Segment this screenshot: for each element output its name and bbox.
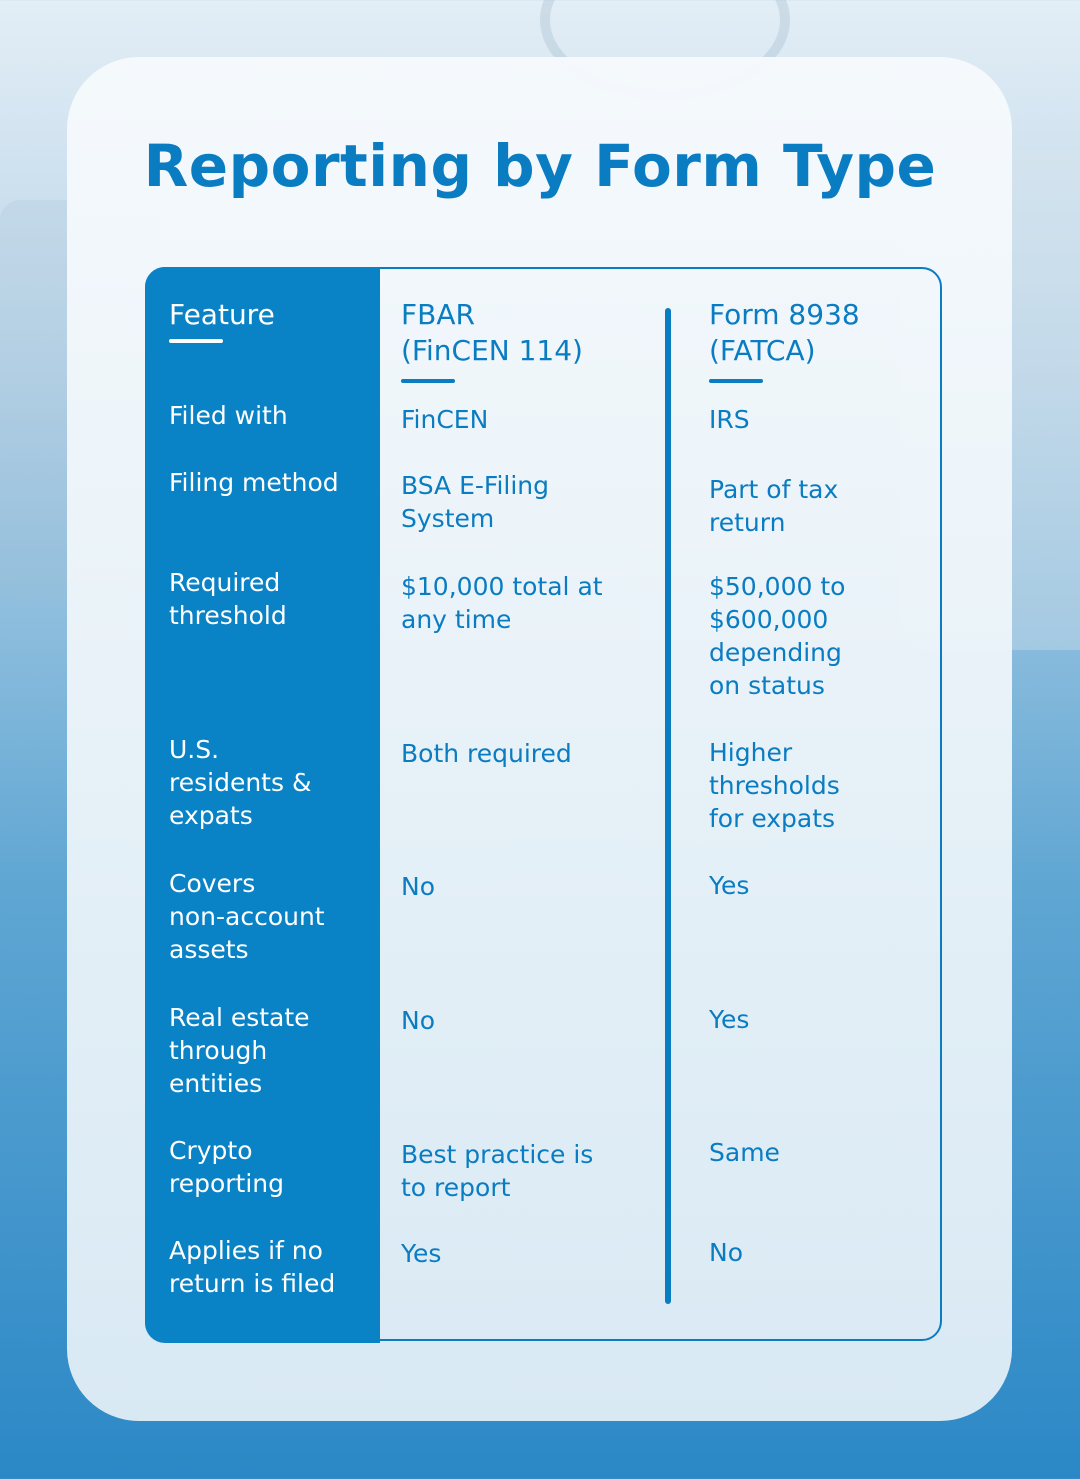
cell-line: thresholds [709, 771, 840, 800]
cell-line: Both required [401, 739, 572, 768]
cell-line: Yes [401, 1239, 442, 1268]
row-fbar-cell [401, 1004, 435, 1037]
header-form8938-line: Form 8938 [709, 298, 860, 331]
row-fbar-cell [401, 737, 572, 770]
cell-line: Crypto [169, 1136, 253, 1165]
cell-line: BSA E-Filing [401, 471, 550, 500]
cell-line: U.S. [169, 735, 220, 764]
row-form8938-cell [709, 736, 840, 835]
cell-line: threshold [169, 601, 287, 630]
cell-line: No [709, 1238, 743, 1267]
page-title: Reporting by Form Type [143, 132, 937, 200]
row-form8938-cell [709, 1136, 780, 1169]
row-feature-cell [169, 1234, 335, 1300]
header-form8938 [709, 297, 860, 369]
cell-line: $10,000 total at [401, 572, 603, 601]
header-fbar [401, 297, 583, 369]
header-fbar-line: FBAR [401, 298, 475, 331]
cell-line: Same [709, 1138, 780, 1167]
cell-line: Part of tax [709, 475, 839, 504]
row-feature-cell [169, 466, 339, 499]
header-form8938-underline [709, 379, 763, 383]
cell-line: return is filed [169, 1269, 336, 1298]
row-fbar-cell [401, 570, 603, 636]
column-divider [665, 308, 671, 1304]
cell-line: Best practice is [401, 1140, 594, 1169]
cell-line: Required [169, 568, 281, 597]
row-fbar-cell [401, 469, 549, 535]
row-feature-cell [169, 1134, 284, 1200]
row-form8938-cell [709, 473, 838, 539]
cell-line: $50,000 to [709, 572, 846, 601]
cell-line: through [169, 1036, 268, 1065]
row-form8938-cell [709, 403, 750, 436]
cell-line: Higher [709, 738, 793, 767]
cell-line: Filed with [169, 401, 288, 430]
row-feature-cell [169, 867, 325, 966]
row-feature-cell [169, 1001, 310, 1100]
cell-line: No [401, 872, 435, 901]
cell-line: reporting [169, 1169, 285, 1198]
cell-line: IRS [709, 405, 750, 434]
header-feature-underline [169, 339, 223, 343]
header-fbar-underline [401, 379, 455, 383]
cell-line: entities [169, 1069, 263, 1098]
row-fbar-cell [401, 403, 488, 436]
header-form8938-line: (FATCA) [709, 334, 816, 367]
row-fbar-cell [401, 1237, 441, 1270]
cell-line: return [709, 508, 786, 537]
cell-line: non-account [169, 902, 325, 931]
cell-line: $600,000 [709, 605, 829, 634]
cell-line: No [401, 1006, 435, 1035]
cell-line: Covers [169, 869, 256, 898]
row-form8938-cell [709, 570, 845, 702]
header-feature: Feature [169, 298, 275, 331]
cell-line: depending [709, 638, 842, 667]
header-fbar-line: (FinCEN 114) [401, 334, 583, 367]
row-form8938-cell [709, 1236, 743, 1269]
cell-line: any time [401, 605, 512, 634]
cell-line: assets [169, 935, 249, 964]
row-feature-cell [169, 399, 288, 432]
row-fbar-cell [401, 1138, 593, 1204]
cell-line: Yes [709, 1005, 750, 1034]
cell-line: Real estate [169, 1003, 310, 1032]
cell-line: residents & [169, 768, 312, 797]
cell-line: FinCEN [401, 405, 489, 434]
cell-line: Yes [709, 871, 750, 900]
cell-line: System [401, 504, 495, 533]
row-feature-cell [169, 733, 311, 832]
cell-line: Applies if no [169, 1236, 323, 1265]
cell-line: to report [401, 1173, 511, 1202]
cell-line: for expats [709, 804, 836, 833]
row-feature-cell [169, 566, 287, 632]
cell-line: expats [169, 801, 253, 830]
row-form8938-cell [709, 869, 749, 902]
cell-line: Filing method [169, 468, 339, 497]
row-form8938-cell [709, 1003, 749, 1036]
row-fbar-cell [401, 870, 435, 903]
cell-line: on status [709, 671, 825, 700]
